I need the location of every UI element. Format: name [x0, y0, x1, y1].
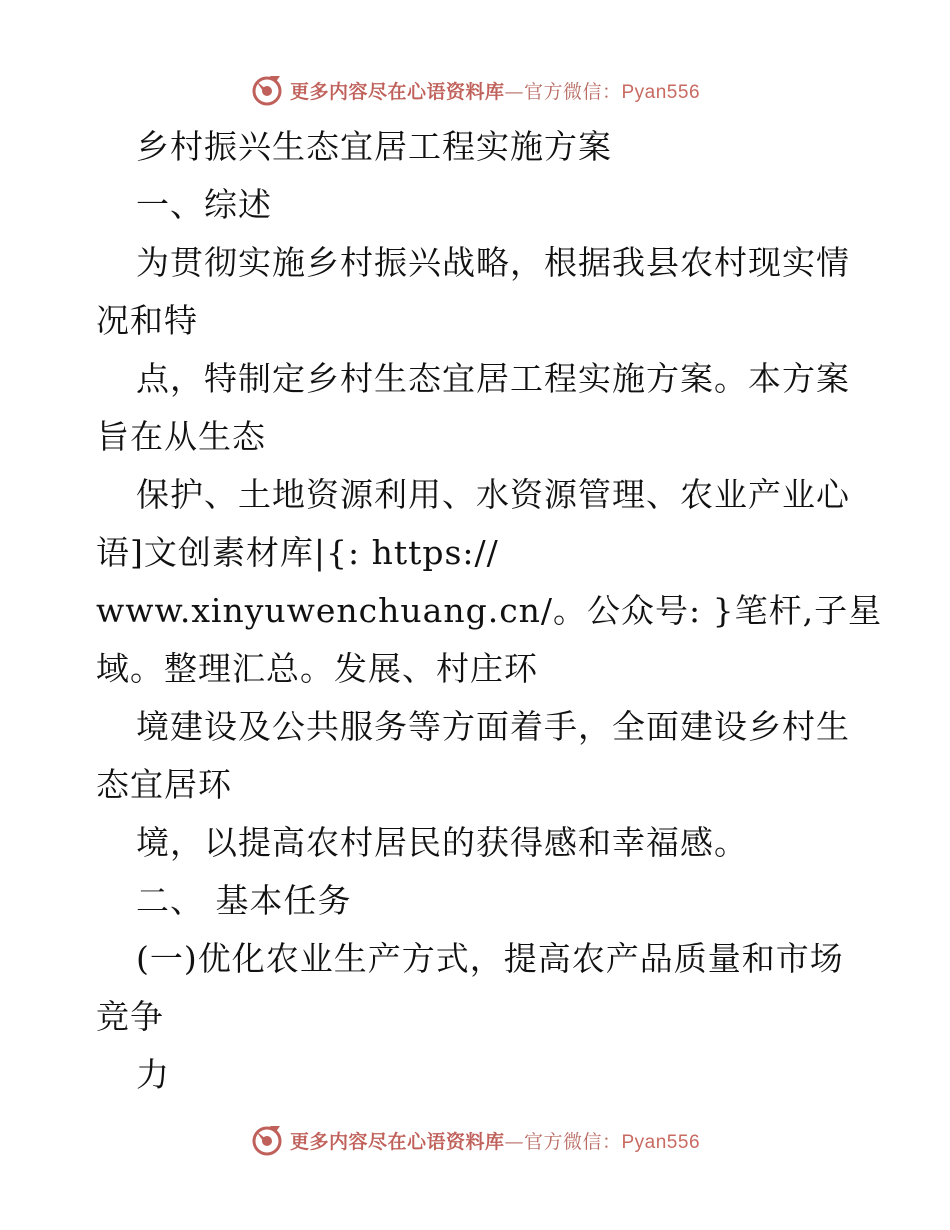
logo-icon	[250, 73, 284, 107]
text-line: 境建设及公共服务等方面着手，全面建设乡村生	[136, 707, 850, 746]
text-line: 语]文创素材库|{: https://	[96, 533, 499, 572]
text-line: www.xinyuwenchuang.cn/。公众号: }笔杆,子星	[96, 591, 883, 630]
document-body	[96, 118, 883, 1104]
watermark-text: 更多内容尽在心语资料库—官方微信：Pyan556	[289, 1130, 701, 1153]
text-line: 保护、土地资源利用、水资源管理、农业产业心	[136, 475, 850, 514]
text-line: (一)优化农业生产方式，提高农产品质量和市场	[136, 939, 844, 978]
text-line: 旨在从生态	[96, 417, 266, 456]
logo-icon	[250, 1123, 284, 1157]
text-line: 为贯彻实施乡村振兴战略，根据我县农村现实情	[136, 243, 850, 282]
text-line: 况和特	[96, 301, 198, 340]
text-line: 点，特制定乡村生态宜居工程实施方案。本方案	[136, 359, 850, 398]
text-line: 一、综述	[136, 185, 272, 224]
text-line: 态宜居环	[96, 765, 232, 804]
text-line: 域。整理汇总。发展、村庄环	[96, 649, 538, 688]
text-line: 乡村振兴生态宜居工程实施方案	[136, 127, 612, 166]
watermark-text: 更多内容尽在心语资料库—官方微信：Pyan556	[289, 80, 701, 103]
text-line: 境，以提高农村居民的获得感和幸福感。	[136, 823, 748, 862]
text-line: 二、 基本任务	[136, 881, 352, 920]
text-line: 竞争	[96, 997, 164, 1036]
footer-watermark	[0, 1120, 950, 1160]
header-watermark	[0, 70, 950, 110]
text-line: 力	[136, 1055, 170, 1094]
